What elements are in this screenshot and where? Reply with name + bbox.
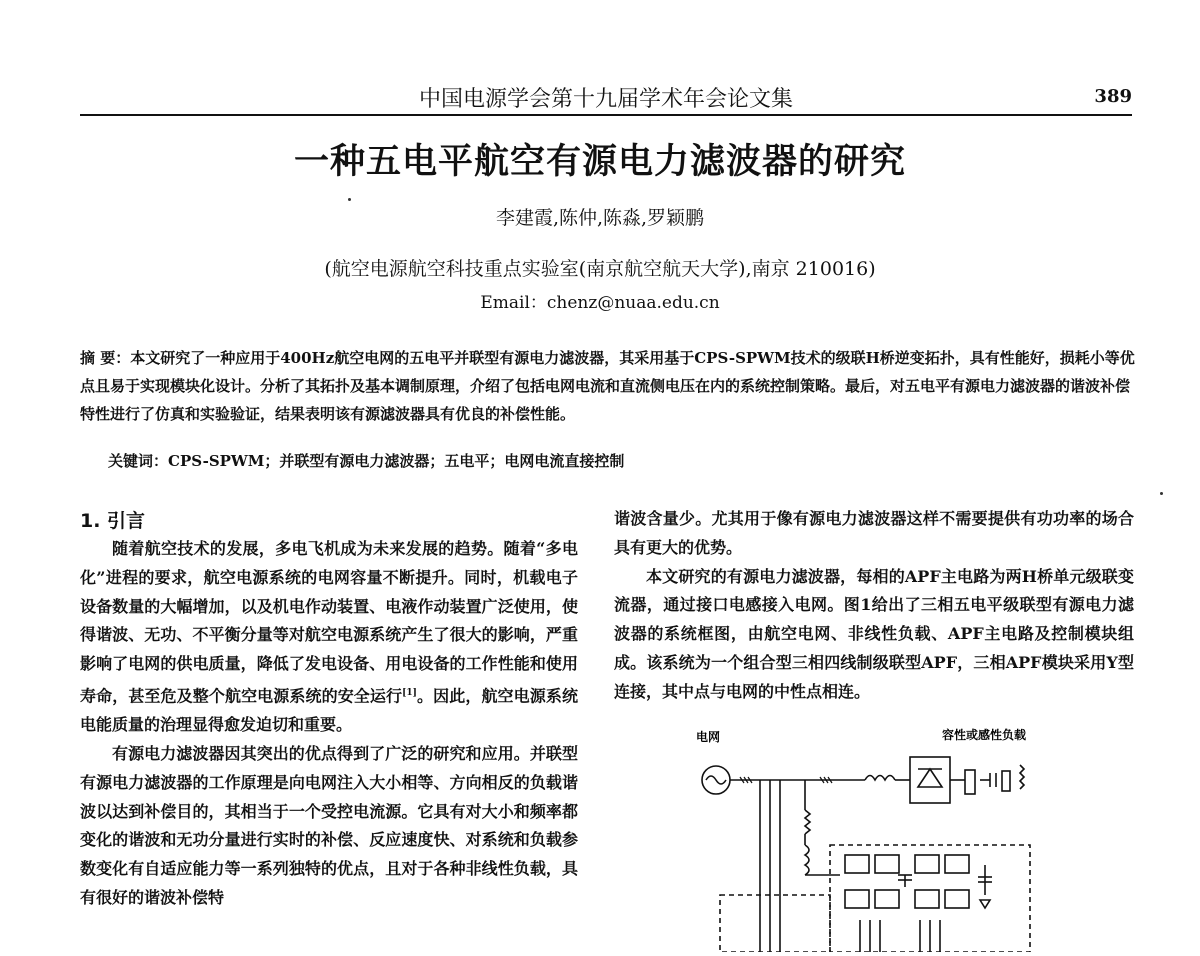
running-header bbox=[80, 80, 1132, 116]
paragraph-text: 随着航空技术的发展，多电飞机成为未来发展的趋势。随着“多电化”进程的要求，航空电源系统的电网容量不断提升。同时，机载电子设备数量的大幅增加，以及机电作动装置、电液作动装置广泛使用，使得谐波、无功、不平衡分量等对航空电源系统产生了很大的影响，严重影响了电网的供电质量，降低了发电设备、用电设备的工作性能和使用寿命，甚至危及整个航空电源系统的安全运行 bbox=[80, 539, 578, 706]
figure-1-circuit-diagram bbox=[680, 725, 1060, 952]
paragraph: 有源电力滤波器因其突出的优点得到了广泛的研究和应用。并联型有源电力滤波器的工作原理是向电网注入大小相等、方向相反的负载谐波以达到补偿目的，其相当于一个受控电流源。它具有对大小和频率都变化的谐波和无功分量进行实时的补偿、反应速度快、对系统和负载参数变化有自适应能力等一系列独特的优点，且对于各种非线性负载，具有很好的谐波补偿特 bbox=[80, 743, 578, 907]
left-column bbox=[80, 535, 578, 913]
paragraph: 本文研究的有源电力滤波器，每相的APF主电路为两H桥单元级联变流器，通过接口电感接入电网。图1给出了三相五电平级联型有源电力滤波器的系统框图，由航空电网、非线性负载、APF主电路及控制模块组成。该系统为一个组合型三相四线制级联型APF，三相APF模块采用Y型连接，其中点与电网的中性点相连。 bbox=[614, 566, 1134, 701]
circuit-diagram bbox=[680, 725, 1060, 952]
section-heading: 1. 引言 bbox=[80, 510, 146, 532]
scan-speck bbox=[1160, 492, 1163, 495]
abstract bbox=[80, 344, 1140, 428]
paper-title: 一种五电平航空有源电力滤波器的研究 bbox=[293, 142, 906, 182]
label-load: 容性或感性负载 bbox=[942, 728, 1027, 742]
author-list: 李建霞,陈仲,陈淼,罗颖鹏 bbox=[495, 207, 705, 229]
abstract-text: 本文研究了一种应用于400Hz航空电网的五电平并联型有源电力滤波器，其采用基于CPS-SPWM技术的级联H桥逆变拓扑，具有性能好，损耗小等优点且易于实现模块化设计。分析了其拓扑及基本调制原理，介绍了包括电网电流和直流侧电压在内的系统控制策略。最后，对五电平有源电力滤波器的谐波补偿特性进行了仿真和实验验证，结果表明该有源滤波器具有优良的补偿性能。 bbox=[80, 349, 1135, 423]
paragraph bbox=[80, 535, 578, 740]
abstract-label: 摘 要： bbox=[80, 349, 131, 367]
rectifier-icon bbox=[910, 757, 950, 803]
email: Email：chenz@nuaa.edu.cn bbox=[480, 293, 720, 313]
label-grid: 电网 bbox=[696, 730, 721, 744]
paragraph-text: 。因此，航空电源系统电能质量的治理显得愈发迫切和重要。 bbox=[80, 686, 578, 735]
citation: [1] bbox=[402, 687, 417, 698]
right-column bbox=[614, 505, 1134, 707]
scan-speck bbox=[348, 198, 351, 201]
journal-title: 中国电源学会第十九届学术年会论文集 bbox=[418, 87, 793, 112]
page-number: 389 bbox=[1094, 86, 1132, 107]
keywords: 关键词：CPS-SPWM；并联型有源电力滤波器；五电平；电网电流直接控制 bbox=[108, 452, 625, 470]
paragraph: 谐波含量少。尤其用于像有源电力滤波器这样不需要提供有功功率的场合具有更大的优势。 bbox=[614, 509, 1134, 557]
affiliation: (航空电源航空科技重点实验室(南京航空航天大学),南京 210016) bbox=[324, 258, 876, 280]
